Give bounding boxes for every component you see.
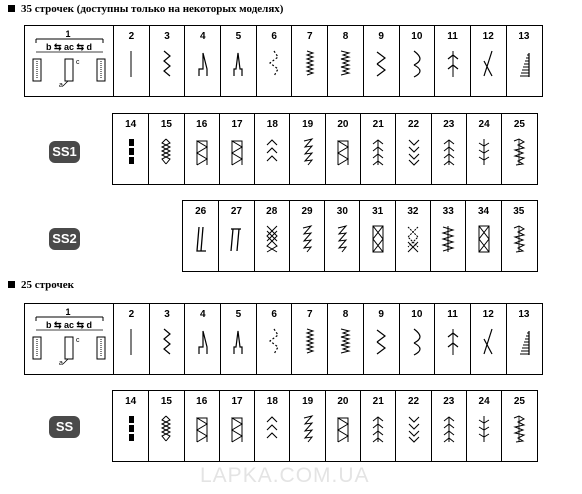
stitch-pattern-icon (335, 224, 349, 259)
stitch-number: 20 (337, 119, 349, 130)
stitch-cell (434, 304, 470, 374)
stitch-cell (395, 114, 430, 184)
stitch-strip-bottom-1 (24, 303, 543, 375)
stitch-number: 21 (372, 119, 384, 130)
stitch-cell (183, 201, 218, 271)
stitch-number: 14 (125, 119, 137, 130)
stitch-pattern-icon (231, 327, 245, 362)
stitch-number: 26 (195, 206, 207, 217)
stitch-cell (218, 201, 253, 271)
stitch-pattern-icon (481, 327, 495, 362)
stitch-number: 30 (336, 206, 348, 217)
stitch-pattern-icon (160, 49, 174, 84)
stitch-pattern-icon (512, 224, 526, 259)
stitch-cell (220, 26, 256, 96)
stitch-cell (149, 304, 185, 374)
stitch-number: 22 (407, 119, 420, 130)
stitch-pattern-icon (336, 414, 350, 449)
stitch-number: 23 (443, 396, 455, 407)
stitch-number: 10 (411, 31, 423, 42)
stitch-number: 13 (518, 309, 530, 320)
stitch-cell (254, 391, 289, 461)
stitch-number: 19 (302, 119, 314, 130)
stitch-number: 18 (266, 119, 278, 130)
legend-number: 1 (65, 307, 71, 317)
stitch-cell (184, 26, 220, 96)
stitch-pattern-icon (446, 49, 460, 84)
stitch-cell (256, 304, 292, 374)
stitch-cell (431, 391, 466, 461)
stitch-pattern-icon (512, 414, 526, 449)
stitch-pattern-icon (406, 224, 420, 259)
stitch-pattern-icon (374, 49, 388, 84)
stitch-cell (113, 304, 149, 374)
stitch-cell (219, 114, 254, 184)
stitch-pattern-icon (446, 327, 460, 362)
stitch-cell (434, 26, 470, 96)
stitch-cell (325, 391, 360, 461)
legend-label-a: a (59, 82, 63, 89)
stitch-number: 14 (125, 396, 137, 407)
stitch-number: 17 (231, 119, 243, 130)
stitch-pattern-icon (265, 414, 279, 449)
stitch-cell (289, 391, 324, 461)
stitch-number: 15 (160, 396, 172, 407)
stitch-strip-bottom-2 (112, 390, 538, 462)
stitch-pattern-icon (371, 137, 385, 172)
stitch-cell (324, 201, 359, 271)
stitch-pattern-icon (124, 137, 138, 172)
stitch-pattern-icon (477, 414, 491, 449)
heading-text: 25 строчек (21, 279, 74, 291)
stitch-cell (113, 26, 149, 96)
stitch-pattern-icon (124, 49, 138, 84)
stitch-pattern-icon (160, 327, 174, 362)
stitch-pattern-icon (338, 49, 352, 84)
stitch-number: 11 (447, 309, 458, 320)
stitch-number: 13 (518, 31, 530, 42)
stitch-number: 7 (307, 309, 313, 320)
stitch-number: 5 (235, 31, 242, 42)
stitch-cell (501, 391, 536, 461)
stitch-cell (327, 304, 363, 374)
legend-positions: b ⇆ ac ⇆ d (45, 42, 93, 52)
stitch-number: 32 (407, 206, 419, 217)
stitch-number: 12 (482, 31, 494, 42)
stitch-cell (431, 114, 466, 184)
stitch-cell (219, 391, 254, 461)
stitch-cell (148, 391, 183, 461)
stitch-pattern-icon (265, 224, 279, 259)
stitch-number: 7 (307, 31, 313, 42)
stitch-pattern-icon (196, 327, 210, 362)
stitch-pattern-icon (442, 137, 456, 172)
stitch-number: 12 (482, 309, 494, 320)
needle-position-diagram (25, 26, 113, 92)
stitch-pattern-icon (265, 137, 279, 172)
stitch-pattern-icon (407, 137, 421, 172)
stitch-number: 10 (411, 309, 423, 320)
stitch-pattern-icon (371, 414, 385, 449)
stitch-pattern-icon (374, 327, 388, 362)
stitch-number: 25 (513, 396, 525, 407)
stitch-pattern-icon (303, 49, 317, 84)
stitch-cell (113, 391, 148, 461)
stitch-cell (395, 391, 430, 461)
legend-label-c: c (76, 337, 80, 344)
stitch-number: 19 (302, 396, 314, 407)
stitch-pattern-icon (229, 224, 243, 259)
stitch-number: 9 (378, 31, 384, 42)
stitch-pattern-icon (159, 414, 173, 449)
stitch-legend-cell (25, 26, 113, 96)
stitch-number: 2 (128, 309, 135, 320)
stitch-cell (148, 114, 183, 184)
stitch-pattern-icon (230, 414, 244, 449)
stitch-cell (184, 391, 219, 461)
stitch-pattern-icon (336, 137, 350, 172)
stitch-pattern-icon (477, 224, 491, 259)
needle-position-diagram (25, 304, 113, 370)
stitch-pattern-icon (267, 327, 281, 362)
stitch-cell (399, 26, 435, 96)
bullet-square-icon (8, 5, 15, 12)
stitch-number: 17 (231, 396, 243, 407)
stitch-strip-top-3 (182, 200, 538, 272)
stitch-pattern-icon (410, 49, 424, 84)
stitch-pattern-icon (195, 414, 209, 449)
stitch-cell (360, 391, 395, 461)
legend-positions: b ⇆ ac ⇆ d (45, 320, 93, 330)
stitch-pattern-icon (301, 414, 315, 449)
stitch-cell (399, 304, 435, 374)
stitch-number: 6 (271, 31, 277, 42)
stitch-cell (506, 26, 542, 96)
stitch-cell (289, 114, 324, 184)
stitch-number: 3 (164, 31, 170, 42)
stitch-number: 11 (447, 31, 458, 42)
stitch-number: 9 (378, 309, 384, 320)
stitch-cell (360, 114, 395, 184)
stitch-cell (470, 26, 506, 96)
stitch-cell (149, 26, 185, 96)
stitch-number: 5 (235, 309, 242, 320)
stitch-cell (327, 26, 363, 96)
stitch-pattern-icon (301, 137, 315, 172)
stitch-legend-cell (25, 304, 113, 374)
stitch-pattern-icon (300, 224, 314, 259)
stitch-number: 21 (372, 396, 384, 407)
stitch-number: 29 (301, 206, 313, 217)
stitch-cell (501, 114, 536, 184)
heading-text: 35 строчек (доступны только на некоторых моделях) (21, 3, 284, 15)
stitch-strip-top-1 (24, 25, 543, 97)
stitch-pattern-icon (195, 137, 209, 172)
legend-label-c: c (76, 59, 80, 66)
stitch-pattern-icon (517, 49, 531, 84)
stitch-cell (465, 201, 500, 271)
stitch-pattern-icon (303, 327, 317, 362)
stitch-pattern-icon (441, 224, 455, 259)
stitch-number: 18 (266, 396, 278, 407)
stitch-cell (113, 114, 148, 184)
stitch-number: 4 (199, 31, 206, 42)
stitch-cell (363, 304, 399, 374)
stitch-pattern-icon (338, 327, 352, 362)
ss-badge: SS (49, 416, 80, 438)
stitch-strip-top-2 (112, 113, 538, 185)
stitch-pattern-icon (124, 327, 138, 362)
stitch-number: 25 (513, 119, 525, 130)
stitch-cell (256, 26, 292, 96)
stitch-number: 16 (196, 396, 208, 407)
bullet-square-icon (8, 281, 15, 288)
stitch-cell (395, 201, 430, 271)
stitch-number: 8 (342, 31, 349, 42)
stitch-number: 16 (196, 119, 208, 130)
stitch-number: 24 (478, 119, 490, 130)
stitch-cell (184, 304, 220, 374)
ss2-badge: SS2 (49, 228, 80, 250)
stitch-cell (501, 201, 536, 271)
stitch-number: 2 (128, 31, 135, 42)
stitch-cell (359, 201, 394, 271)
section-heading-25 (8, 279, 74, 291)
stitch-number: 23 (443, 119, 455, 130)
stitch-cell (470, 304, 506, 374)
stitch-cell (254, 114, 289, 184)
stitch-number: 6 (271, 309, 277, 320)
stitch-pattern-icon (512, 137, 526, 172)
stitch-pattern-icon (124, 414, 138, 449)
stitch-cell (506, 304, 542, 374)
stitch-pattern-icon (267, 49, 281, 84)
stitch-number: 33 (442, 206, 454, 217)
stitch-number: 28 (266, 206, 278, 217)
stitch-cell (220, 304, 256, 374)
stitch-pattern-icon (230, 137, 244, 172)
stitch-cell (254, 201, 289, 271)
stitch-number: 20 (337, 396, 349, 407)
stitch-cell (184, 114, 219, 184)
stitch-pattern-icon (410, 327, 424, 362)
legend-number: 1 (65, 29, 71, 39)
stitch-pattern-icon (371, 224, 385, 259)
stitch-pattern-icon (481, 49, 495, 84)
stitch-number: 15 (160, 119, 172, 130)
stitch-pattern-icon (231, 49, 245, 84)
stitch-number: 3 (164, 309, 170, 320)
stitch-cell (325, 114, 360, 184)
stitch-cell (466, 114, 501, 184)
stitch-number: 8 (342, 309, 349, 320)
section-heading-35 (8, 3, 283, 15)
stitch-number: 31 (372, 206, 384, 217)
stitch-number: 34 (477, 206, 490, 217)
watermark: LAPKA.COM.UA (200, 464, 370, 487)
stitch-cell (363, 26, 399, 96)
legend-label-a: a (59, 360, 63, 367)
stitch-number: 4 (199, 309, 206, 320)
stitch-cell (291, 304, 327, 374)
stitch-pattern-icon (442, 414, 456, 449)
stitch-pattern-icon (407, 414, 421, 449)
stitch-cell (430, 201, 465, 271)
stitch-pattern-icon (159, 137, 173, 172)
stitch-cell (289, 201, 324, 271)
ss1-badge: SS1 (49, 141, 80, 163)
stitch-pattern-icon (517, 327, 531, 362)
stitch-pattern-icon (196, 49, 210, 84)
stitch-number: 35 (513, 206, 525, 217)
stitch-number: 22 (407, 396, 420, 407)
stitch-pattern-icon (477, 137, 491, 172)
stitch-number: 24 (478, 396, 490, 407)
stitch-pattern-icon (194, 224, 208, 259)
stitch-number: 27 (230, 206, 242, 217)
stitch-cell (466, 391, 501, 461)
stitch-cell (291, 26, 327, 96)
